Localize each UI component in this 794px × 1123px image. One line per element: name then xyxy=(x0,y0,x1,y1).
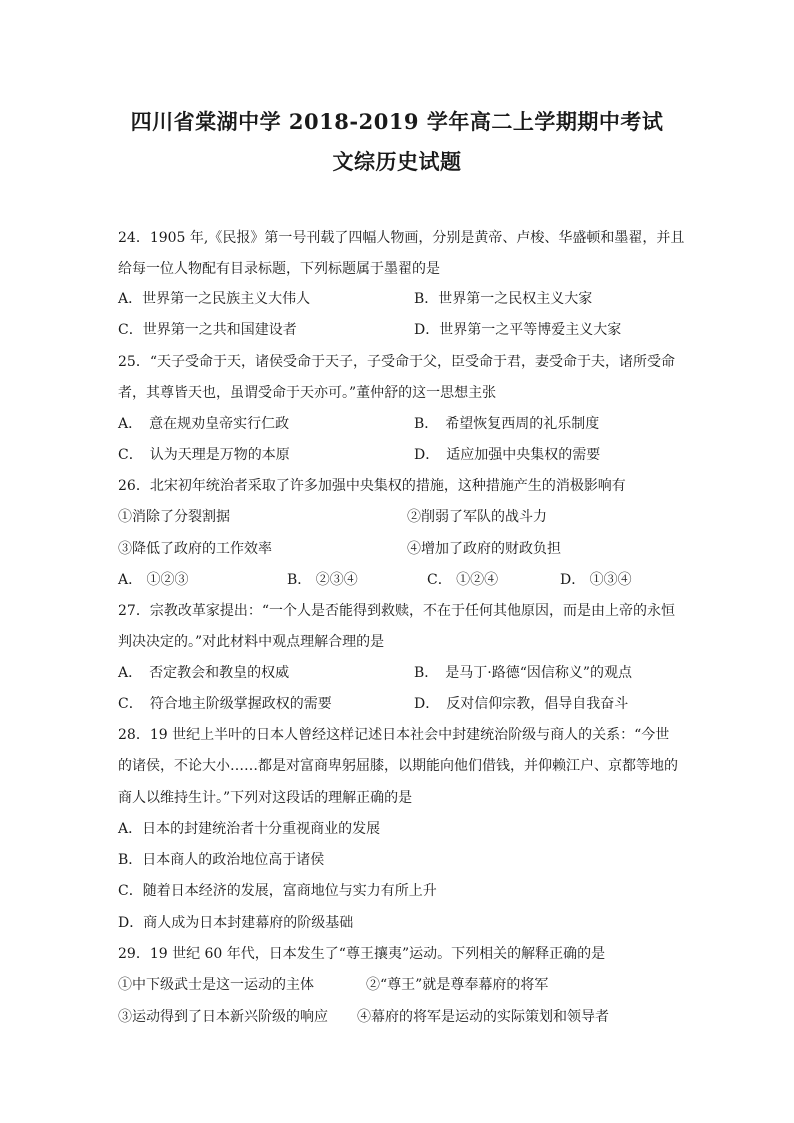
statement-3: ③降低了政府的工作效率 xyxy=(118,541,272,557)
option-c: C． ①②④ xyxy=(427,572,499,588)
option-a: A． 意在规劝皇帝实行仁政 xyxy=(118,416,290,432)
option-b: B． 希望恢复西周的礼乐制度 xyxy=(414,416,600,432)
option-a: A． 否定教会和教皇的权威 xyxy=(118,665,290,681)
option-b: B． ②③④ xyxy=(287,572,358,588)
question-stem-line: 27．宗教改革家提出：“一个人是否能得到救赎，不在于任何其他原因，而是由上帝的永恒 xyxy=(118,603,675,619)
option-d: D． ①③④ xyxy=(560,572,632,588)
statement-4: ④幕府的将军是运动的实际策划和领导者 xyxy=(357,1009,609,1025)
option-d: D．商人成为日本封建幕府的阶级基础 xyxy=(118,915,354,931)
option-a: A． ①②③ xyxy=(118,572,189,588)
exam-subtitle: 文综历史试题 xyxy=(332,149,462,174)
question-stem-line: 24．1905 年,《民报》第一号刊载了四幅人物画，分别是黄帝、卢梭、华盛顿和墨翟，并且 xyxy=(118,230,685,246)
question-stem-line: 26．北宋初年统治者采取了许多加强中央集权的措施，这种措施产生的消极影响有 xyxy=(118,478,626,494)
question-stem-line: 商人以维持生计。”下列对这段话的理解正确的是 xyxy=(118,790,413,806)
option-b: B． 是马丁·路德“因信称义”的观点 xyxy=(414,665,633,681)
question-stem-line: 判决决定的。”对此材料中观点理解合理的是 xyxy=(118,634,385,650)
statement-1: ①消除了分裂割据 xyxy=(118,509,230,525)
option-c: C． 符合地主阶级掌握政权的需要 xyxy=(118,696,332,712)
question-stem-line: 给每一位人物配有目录标题，下列标题属于墨翟的是 xyxy=(118,261,440,277)
statement-1: ①中下级武士是这一运动的主体 xyxy=(118,977,314,993)
question-stem-line: 的诸侯，不论大小……都是对富商卑躬屈膝，以期能向他们借钱，并仰赖江户、京都等地的 xyxy=(118,758,678,774)
statement-2: ②削弱了军队的战斗力 xyxy=(407,509,547,525)
option-a: A．日本的封建统治者十分重视商业的发展 xyxy=(118,821,381,837)
option-b: B．世界第一之民权主义大家 xyxy=(414,291,593,307)
statement-4: ④增加了政府的财政负担 xyxy=(407,541,561,557)
question-stem-line: 29．19 世纪 60 年代，日本发生了“尊王攘夷”运动。下列相关的解释正确的是 xyxy=(118,946,606,962)
option-d: D． 反对信仰宗教，倡导自我奋斗 xyxy=(414,696,629,712)
option-a: A．世界第一之民族主义大伟人 xyxy=(118,291,311,307)
question-stem-line: 25．“天子受命于天，诸侯受命于天子，子受命于父，臣受命于君，妻受命于夫，诸所受命 xyxy=(118,354,675,370)
option-c: C．随着日本经济的发展，富商地位与实力有所上升 xyxy=(118,883,437,899)
question-stem-line: 28．19 世纪上半叶的日本人曾经这样记述日本社会中封建统治阶级与商人的关系：“今世 xyxy=(118,727,670,743)
exam-title: 四川省棠湖中学 2018-2019 学年高二上学期期中考试 xyxy=(130,109,664,134)
option-d: D． 适应加强中央集权的需要 xyxy=(414,447,601,463)
question-stem-line: 者，其尊皆天也，虽谓受命于天亦可。”董仲舒的这一思想主张 xyxy=(118,385,497,401)
option-d: D．世界第一之平等博爱主义大家 xyxy=(414,322,622,338)
statement-2: ②“尊王”就是尊奉幕府的将军 xyxy=(366,977,549,993)
option-c: C．世界第一之共和国建设者 xyxy=(118,322,297,338)
statement-3: ③运动得到了日本新兴阶级的响应 xyxy=(118,1009,328,1025)
option-c: C． 认为天理是万物的本原 xyxy=(118,447,290,463)
option-b: B．日本商人的政治地位高于诸侯 xyxy=(118,852,325,868)
